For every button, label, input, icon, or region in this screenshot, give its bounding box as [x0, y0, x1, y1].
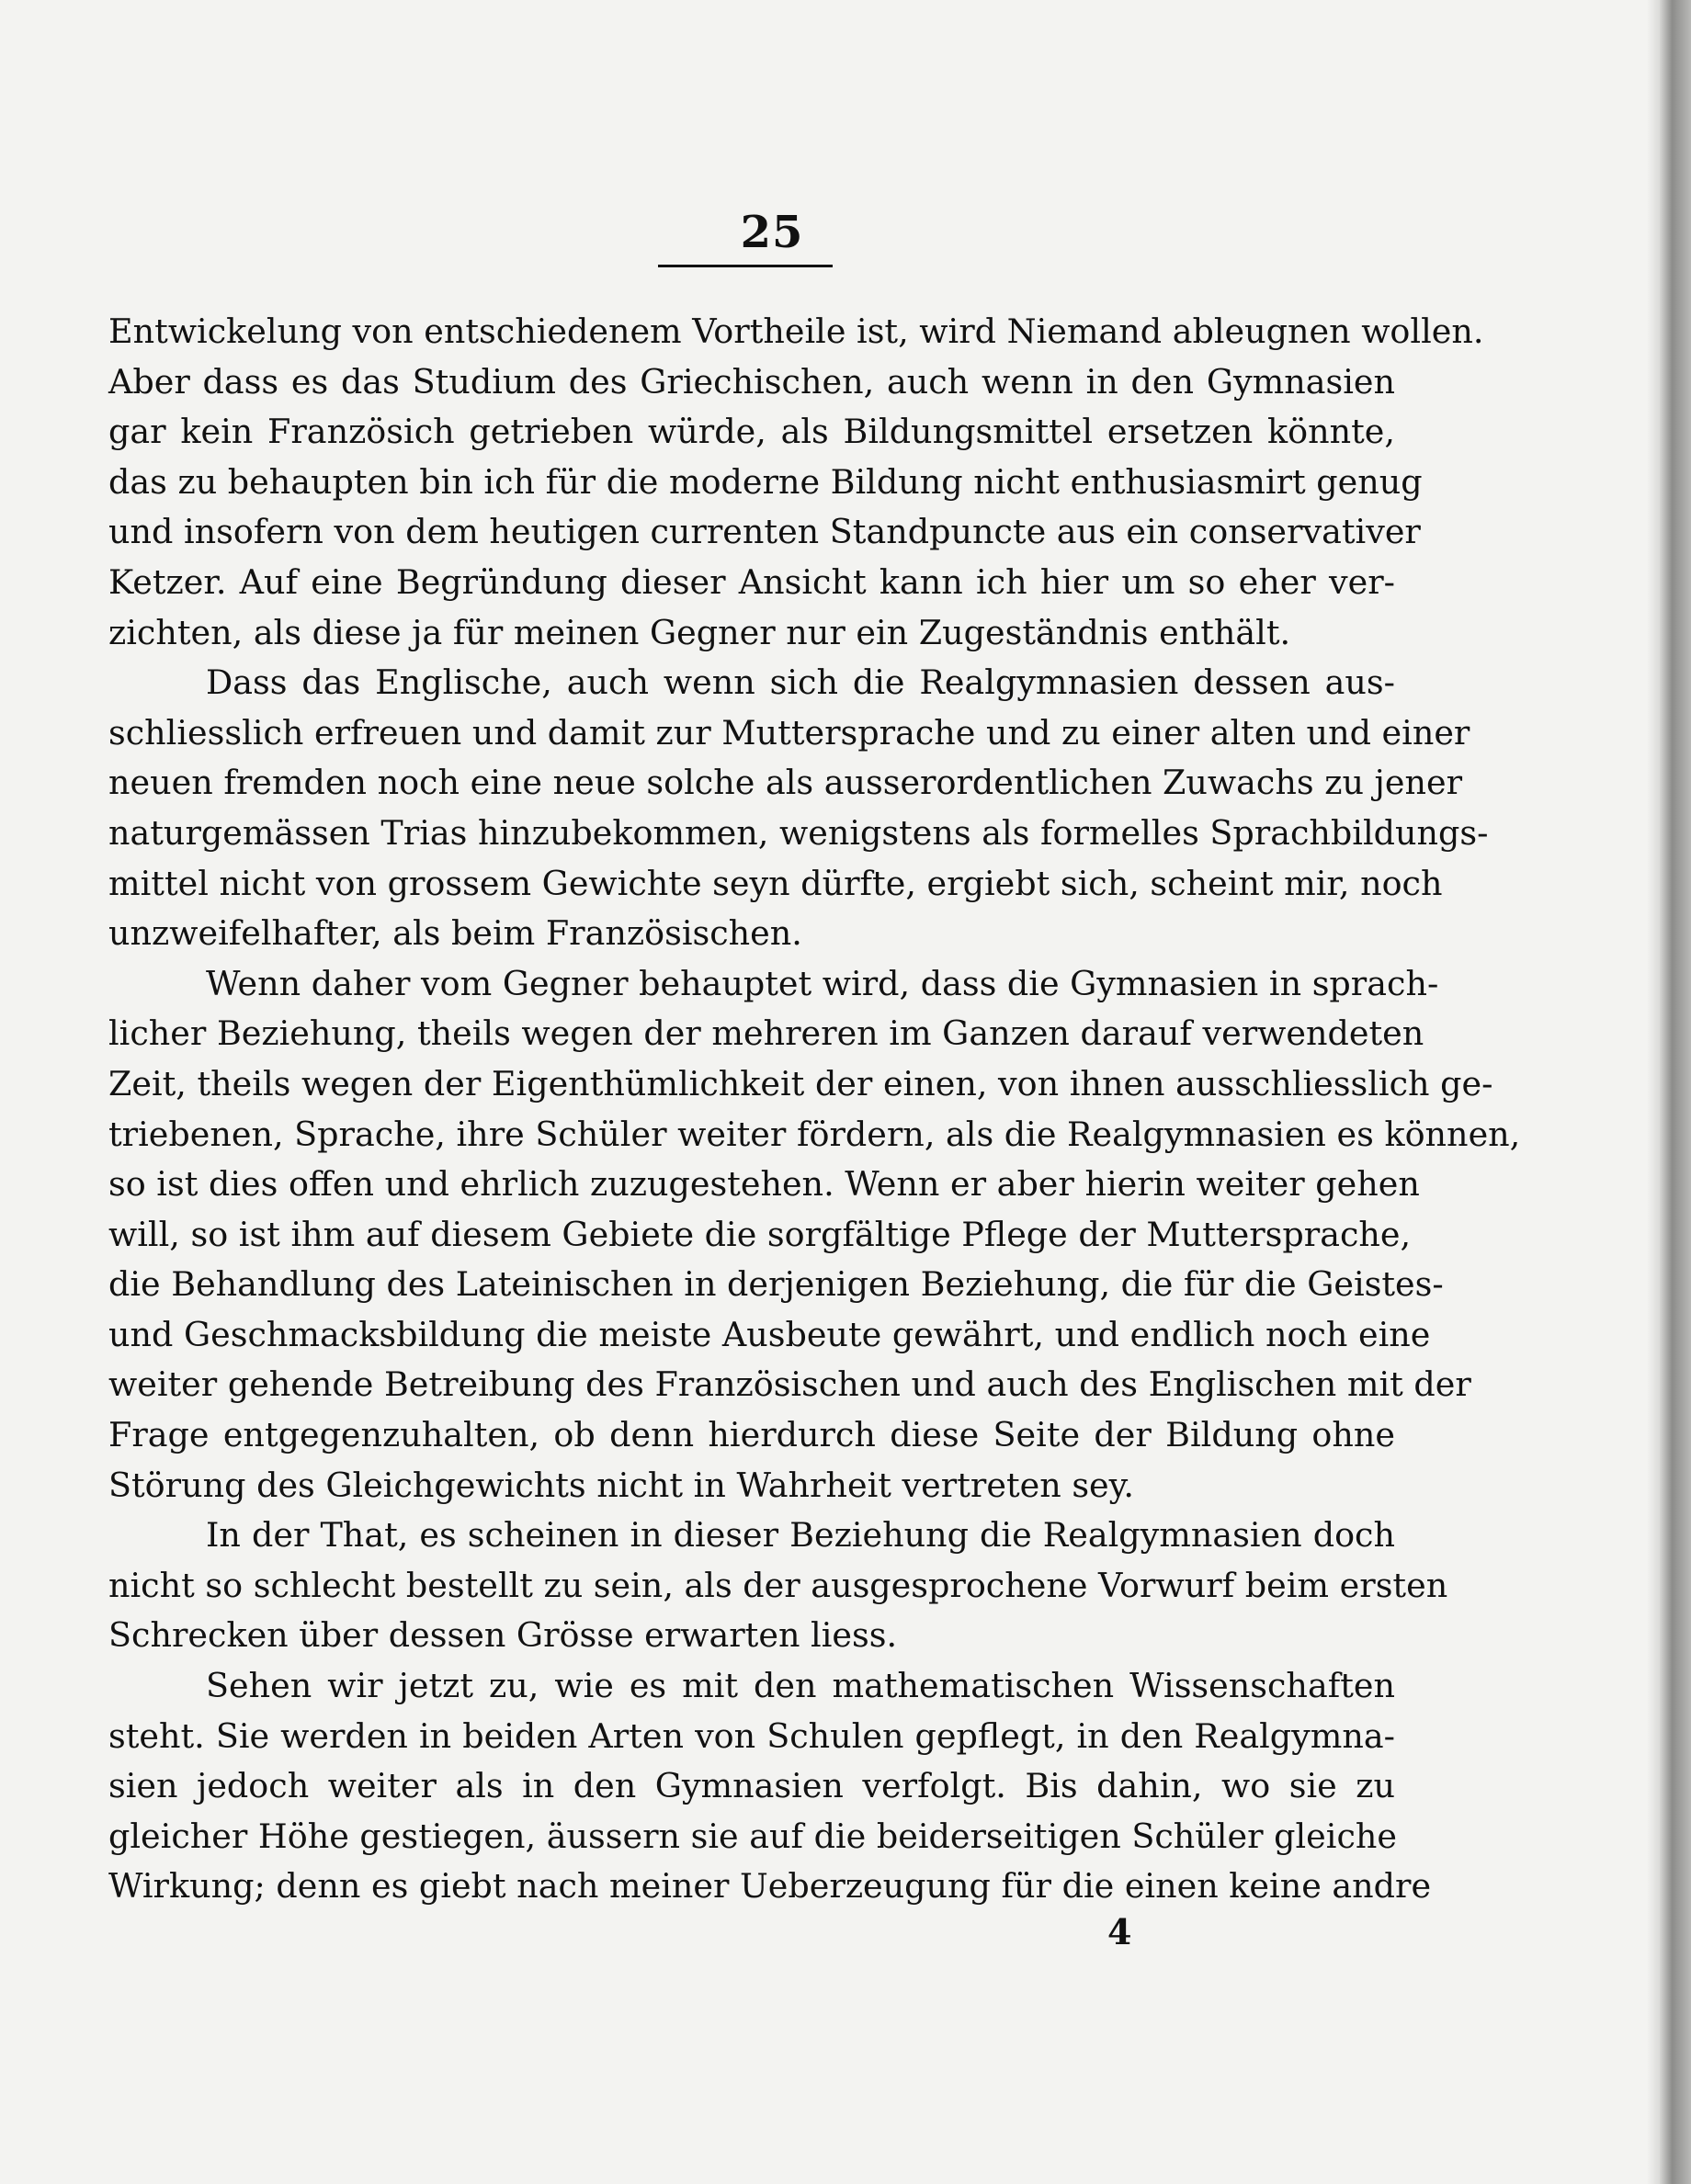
text-line: weiter gehende Betreibung des Französischen und auch des Englischen mit der: [108, 1364, 1471, 1405]
text-line: Schrecken über dessen Grösse erwarten liess.: [108, 1615, 898, 1656]
text-line: will, so ist ihm auf diesem Gebiete die sorgfältige Pflege der Muttersprache,: [108, 1214, 1412, 1254]
text-line: sien jedoch weiter als in den Gymnasien verfolgt. Bis dahin, wo sie zu: [108, 1766, 1395, 1806]
text-line: Ketzer. Auf eine Begründung dieser Ansicht kann ich hier um so eher ver-: [108, 561, 1395, 602]
text-line: Entwickelung von entschiedenem Vortheile ist, wird Niemand ableugnen wollen.: [108, 311, 1484, 351]
page-number: 25: [740, 207, 804, 258]
text-line: Wirkung; denn es giebt nach meiner Ueberzeugung für die einen keine andre: [108, 1866, 1432, 1907]
text-line: Störung des Gleichgewichts nicht in Wahrheit vertreten sey.: [108, 1465, 1135, 1505]
text-line: Sehen wir jetzt zu, wie es mit den mathematischen Wissenschaften: [206, 1666, 1395, 1706]
page-number-rule: [658, 265, 833, 267]
text-line: Frage entgegenzuhalten, ob denn hierdurch diese Seite der Bildung ohne: [108, 1415, 1395, 1455]
text-line: und insofern von dem heutigen currenten Standpuncte aus ein conservativer: [108, 512, 1421, 552]
text-line: schliesslich erfreuen und damit zur Muttersprache und zu einer alten und einer: [108, 712, 1470, 753]
text-line: In der That, es scheinen in dieser Beziehung die Realgymnasien doch: [206, 1515, 1395, 1556]
text-line: das zu behaupten bin ich für die moderne Bildung nicht enthusiasmirt genug: [108, 461, 1423, 502]
text-line: naturgemässen Trias hinzubekommen, wenigstens als formelles Sprachbildungs-: [108, 812, 1489, 853]
text-line: licher Beziehung, theils wegen der mehreren im Ganzen darauf verwendeten: [108, 1013, 1424, 1054]
text-line: gleicher Höhe gestiegen, äussern sie auf die beiderseitigen Schüler gleiche: [108, 1816, 1397, 1856]
text-line: mittel nicht von grossem Gewichte seyn dürfte, ergiebt sich, scheint mir, noch: [108, 863, 1443, 903]
text-line: unzweifelhafter, als beim Französischen.: [108, 913, 802, 954]
text-line: nicht so schlecht bestellt zu sein, als der ausgesprochene Vorwurf beim ersten: [108, 1565, 1448, 1605]
text-line: steht. Sie werden in beiden Arten von Schulen gepflegt, in den Realgymna-: [108, 1715, 1395, 1756]
text-line: neuen fremden noch eine neue solche als ausserordentlichen Zuwachs zu jener: [108, 763, 1463, 803]
page-edge: [1660, 0, 1691, 2184]
text-line: Aber dass es das Studium des Griechischen, auch wenn in den Gymnasien: [108, 361, 1395, 402]
signature-mark: 4: [1107, 1911, 1132, 1952]
text-line: Zeit, theils wegen der Eigenthümlichkeit der einen, von ihnen ausschliesslich ge-: [108, 1063, 1493, 1103]
text-line: Wenn daher vom Gegner behauptet wird, dass die Gymnasien in sprach-: [206, 963, 1439, 1003]
text-line: so ist dies offen und ehrlich zuzugestehen. Wenn er aber hierin weiter gehen: [108, 1164, 1420, 1205]
text-line: zichten, als diese ja für meinen Gegner nur ein Zugeständnis enthält.: [108, 612, 1291, 652]
text-line: triebenen, Sprache, ihre Schüler weiter fördern, als die Realgymnasien es können,: [108, 1114, 1521, 1154]
text-line: Dass das Englische, auch wenn sich die Realgymnasien dessen aus-: [206, 662, 1395, 703]
body-text: [108, 307, 1521, 1912]
text-line: gar kein Französich getrieben würde, als Bildungsmittel ersetzen könnte,: [108, 412, 1395, 452]
text-line: die Behandlung des Lateinischen in derjenigen Beziehung, die für die Geistes-: [108, 1264, 1444, 1305]
text-line: und Geschmacksbildung die meiste Ausbeute gewährt, und endlich noch eine: [108, 1314, 1431, 1354]
page-gutter-shadow: [1647, 0, 1660, 2184]
